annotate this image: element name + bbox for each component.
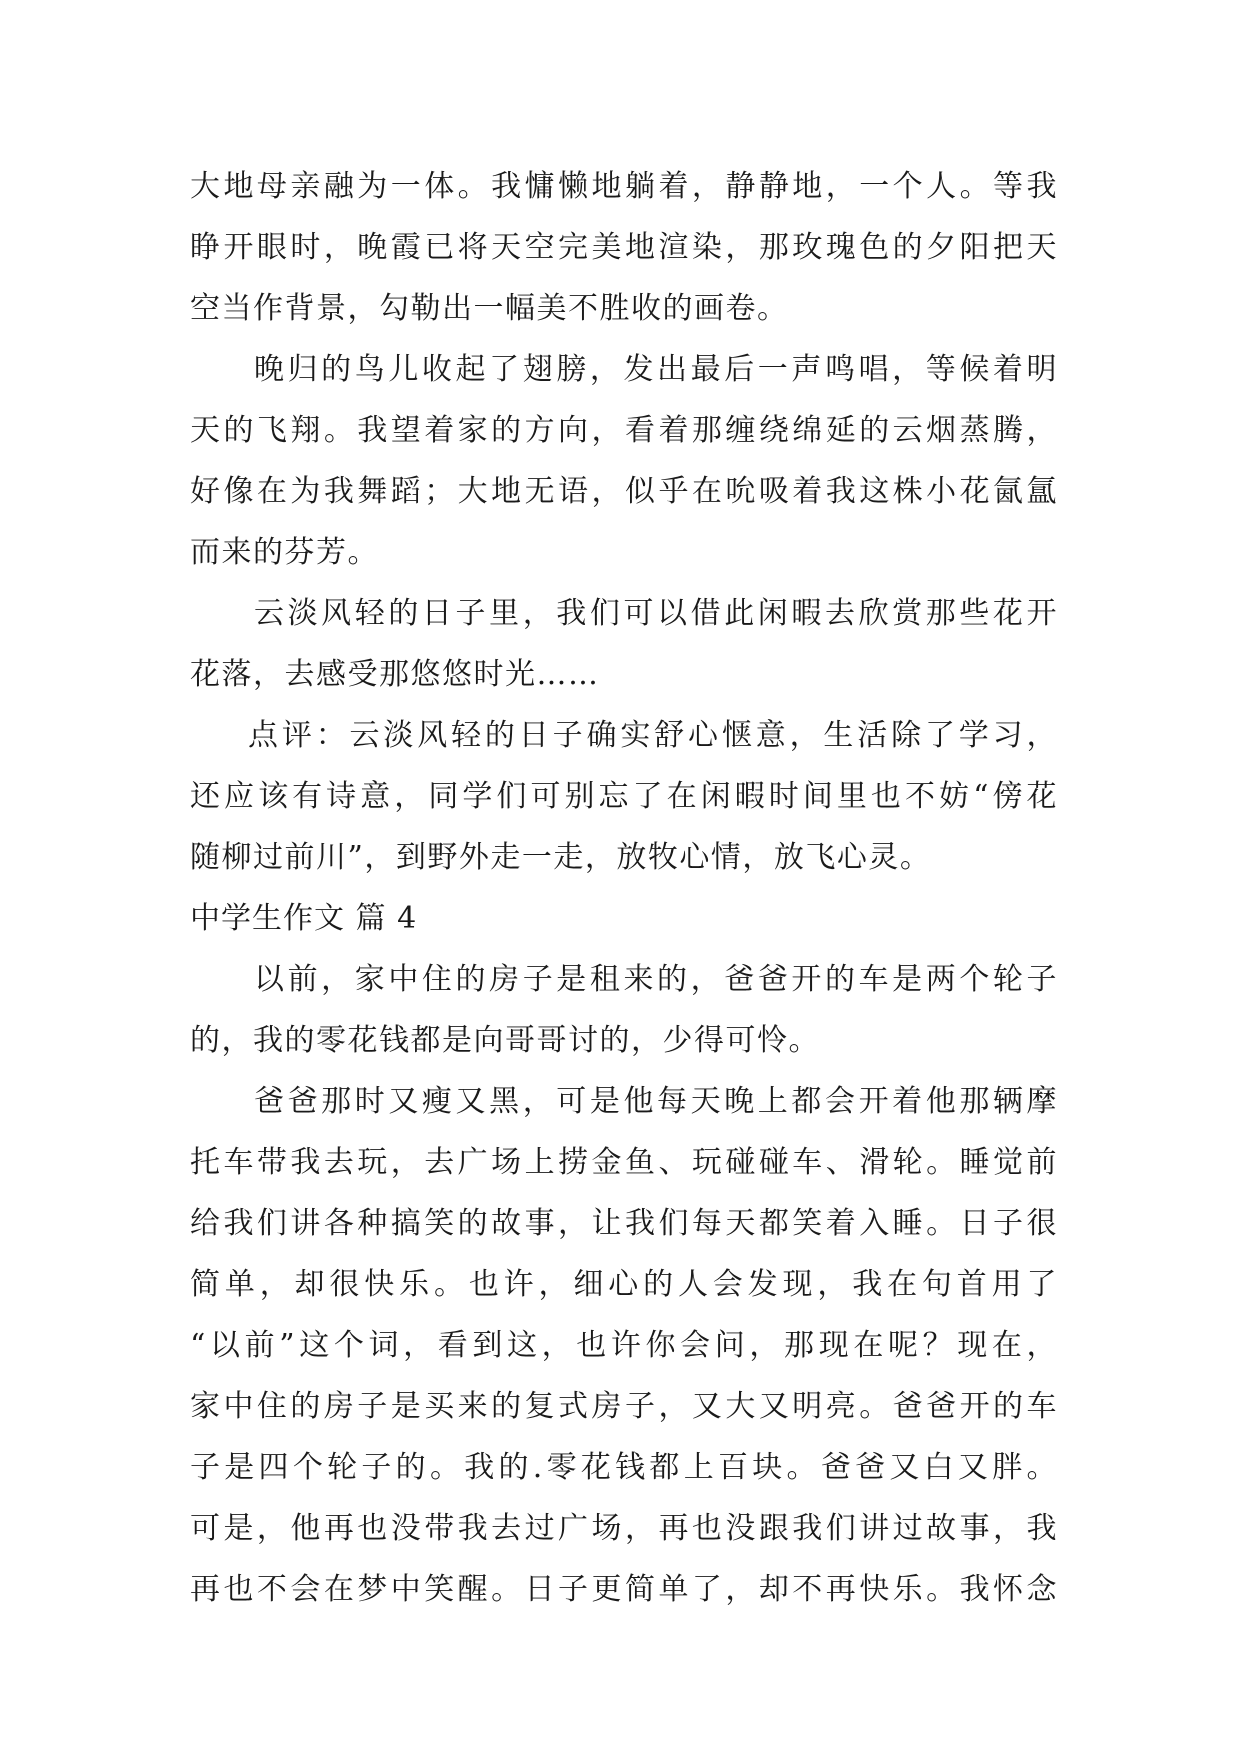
document-body bbox=[190, 156, 1058, 1620]
text-line: 好像在为我舞蹈；大地无语，似乎在吮吸着我这株小花氤氲 bbox=[190, 474, 1058, 509]
paragraph-first-line: 以前，家中住的房子是租来的，爸爸开的车是两个轮子 bbox=[254, 962, 1058, 997]
text-line: 可是，他再也没带我去过广场，再也没跟我们讲过故事，我 bbox=[190, 1511, 1058, 1546]
text-line: 花落，去感受那悠悠时光…… bbox=[190, 657, 600, 692]
text-line: 的，我的零花钱都是向哥哥讨的，少得可怜。 bbox=[190, 1023, 820, 1058]
text-line: 还应该有诗意，同学们可别忘了在闲暇时间里也不妨“傍花 bbox=[190, 779, 1058, 814]
section-heading: 中学生作文 篇 4 bbox=[190, 901, 418, 936]
comment-first-line: 点评：云淡风轻的日子确实舒心惬意，生活除了学习， bbox=[248, 718, 1058, 753]
text-line: 给我们讲各种搞笑的故事，让我们每天都笑着入睡。日子很 bbox=[190, 1206, 1058, 1241]
text-line: 空当作背景，勾勒出一幅美不胜收的画卷。 bbox=[190, 291, 789, 326]
text-line: 大地母亲融为一体。我慵懒地躺着，静静地，一个人。等我 bbox=[190, 169, 1058, 204]
text-line: 托车带我去玩，去广场上捞金鱼、玩碰碰车、滑轮。睡觉前 bbox=[190, 1145, 1058, 1180]
paragraph-first-line: 爸爸那时又瘦又黑，可是他每天晚上都会开着他那辆摩 bbox=[254, 1084, 1058, 1119]
text-line: 天的飞翔。我望着家的方向，看着那缠绕绵延的云烟蒸腾， bbox=[190, 413, 1058, 448]
text-line: 简单，却很快乐。也许，细心的人会发现，我在句首用了 bbox=[190, 1267, 1058, 1302]
paragraph-first-line: 晚归的鸟儿收起了翅膀，发出最后一声鸣唱，等候着明 bbox=[254, 352, 1058, 387]
text-line: “以前”这个词，看到这，也许你会问，那现在呢？现在， bbox=[190, 1328, 1058, 1363]
text-line: 子是四个轮子的。我的.零花钱都上百块。爸爸又白又胖。 bbox=[190, 1450, 1058, 1485]
text-line: 睁开眼时，晚霞已将天空完美地渲染，那玫瑰色的夕阳把天 bbox=[190, 230, 1058, 265]
paragraph-first-line: 云淡风轻的日子里，我们可以借此闲暇去欣赏那些花开 bbox=[254, 596, 1058, 631]
text-line: 随柳过前川”，到野外走一走，放牧心情，放飞心灵。 bbox=[190, 840, 932, 875]
text-line: 而来的芬芳。 bbox=[190, 535, 379, 570]
text-line: 再也不会在梦中笑醒。日子更简单了，却不再快乐。我怀念 bbox=[190, 1572, 1058, 1607]
text-line: 家中住的房子是买来的复式房子，又大又明亮。爸爸开的车 bbox=[190, 1389, 1058, 1424]
